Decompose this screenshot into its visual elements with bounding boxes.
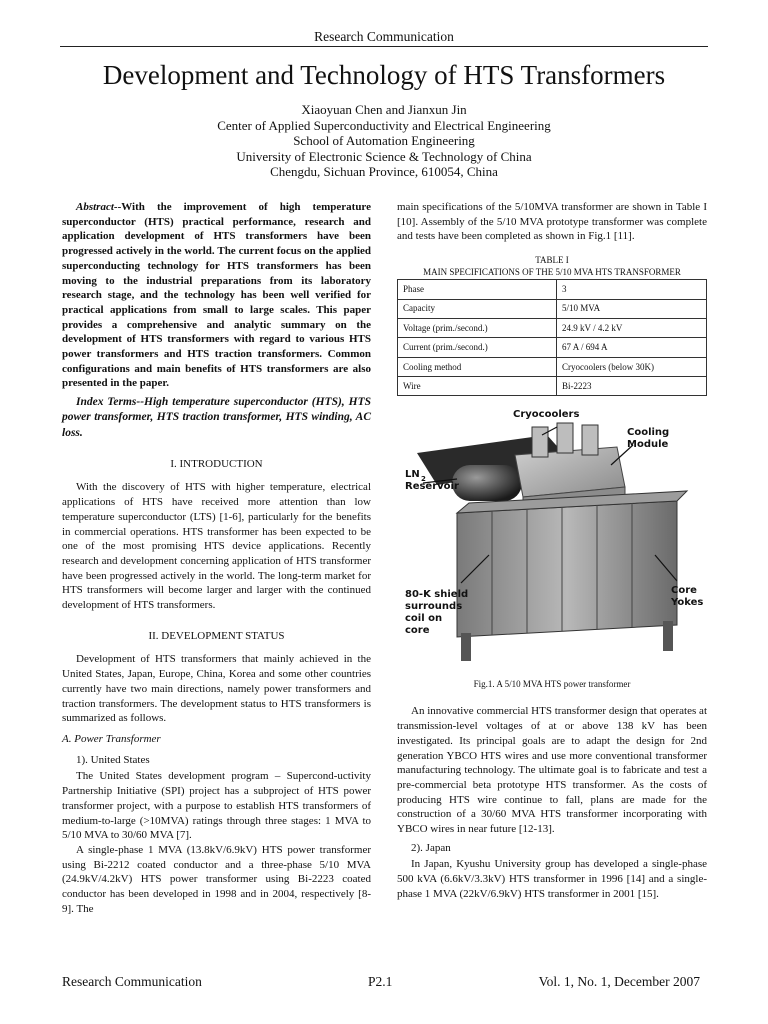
united-states-paragraph-1: The United States development program – Supercond-uctivity Partnership Initiative (SPI) project has a subproject of HTS power transformer project, with a purpose to establish HTS transformers of medium-to-large (>10MVA) ratings through three stages: 1 MVA to 5/10 MVA to 30/60 MVA [7]. bbox=[62, 770, 371, 842]
continued-paragraph: main specifications of the 5/10MVA transformer are shown in Table I [10]. Assembly of the 5/10 MVA prototype transformer was complete and tests have been completed as shown in Fig.1 [11]. bbox=[397, 201, 707, 243]
innovative-design-paragraph: An innovative commercial HTS transformer design that operates at transmission-level voltages of at or above 138 kV has been investigated. Its principal goals are to adapt the design for 2nd generation YBCO HTS wires and use more conventional transformer manufacturing technology. The ultimate goal is to fabricate and test a pre-commercial beta prototype HTS transformer. As the costs of producing HTS wire continue to fall, plans are made for the construction of a 30/60 MVA HTS transformer incorporating with YBCO wires in near future [12-13]. bbox=[397, 705, 707, 836]
header-rule bbox=[60, 46, 708, 47]
tank-leg-right bbox=[663, 621, 673, 651]
label-cooling: Cooling bbox=[627, 427, 670, 439]
table-cell-value: 3 bbox=[557, 280, 707, 299]
cryocooler-2 bbox=[557, 423, 573, 453]
ln2-reservoir-shape bbox=[452, 465, 522, 501]
author-affiliation-university: University of Electronic Science & Technology of China bbox=[236, 148, 532, 164]
transformer-tank bbox=[457, 501, 677, 637]
japan-paragraph: In Japan, Kyushu University group has developed a single-phase 500 kVA (6.6kV/3.3kV) HTS transformer in 1996 [14] and a single-phase 1 MVA (22kV/6.9kV) HTS transformer in 2001 [15]. bbox=[397, 858, 707, 900]
subsubsection-heading-united-states: 1). United States bbox=[76, 753, 150, 766]
abstract-text: --With the improvement of high temperature superconductor (HTS) practical performance, research and application development of HTS transformers have been progressed actively in the world. The current focus on the applied superconducting technology for HTS transformers has been moving to the industrial preparations from its laboratory research stage, and the technology has been well verified for practical applications from small to large scales. This paper provides a comprehensive and analytic summary on the development of HTS transformers with regard to various HTS power transformers and HTS traction transformers. Common configurations and main benefits of HTS transformers are also presented in the paper. bbox=[62, 201, 371, 390]
table-cell-value: Bi-2223 bbox=[557, 377, 707, 396]
table-row bbox=[398, 338, 707, 357]
specifications-table bbox=[397, 279, 707, 396]
subsection-heading-power-transformer: A. Power Transformer bbox=[62, 733, 161, 745]
figure-caption: Fig.1. A 5/10 MVA HTS power transformer bbox=[473, 679, 631, 690]
label-shield-line1: 80-K shield bbox=[405, 589, 469, 601]
table-row bbox=[398, 299, 707, 318]
table-cell-parameter: Voltage (prim./second.) bbox=[398, 318, 557, 337]
author-address: Chengdu, Sichuan Province, 610054, China bbox=[270, 164, 498, 180]
table-cell-value: 67 A / 694 A bbox=[557, 338, 707, 357]
transformer-illustration bbox=[397, 405, 707, 673]
author-affiliation-school: School of Automation Engineering bbox=[293, 133, 475, 149]
section-heading-development-status: II. DEVELOPMENT STATUS bbox=[148, 629, 285, 642]
cryocooler-3 bbox=[582, 425, 598, 455]
left-column bbox=[62, 200, 371, 916]
label-ln2-subscript: 2 bbox=[421, 475, 426, 484]
paper-title: Development and Technology of HTS Transformers bbox=[102, 60, 666, 90]
table-row bbox=[398, 357, 707, 376]
label-shield-line4: core bbox=[405, 625, 430, 637]
table-caption bbox=[397, 254, 707, 278]
label-shield-line2: surrounds bbox=[405, 601, 463, 613]
label-shield-line3: coil on bbox=[405, 613, 443, 625]
label-module: Module bbox=[627, 439, 669, 451]
table-cell-value: Cryocoolers (below 30K) bbox=[557, 357, 707, 376]
label-ln2: LN bbox=[405, 469, 420, 481]
cryocooler-1 bbox=[532, 427, 548, 457]
page-footer bbox=[62, 974, 708, 992]
footer-page-number: P2.1 bbox=[368, 974, 393, 989]
label-reservoir: Reservoir bbox=[405, 481, 459, 493]
author-block bbox=[60, 102, 708, 180]
transformer-figure bbox=[397, 405, 707, 673]
subsubsection-heading-japan: 2). Japan bbox=[411, 841, 451, 854]
section-heading-introduction: I. INTRODUCTION bbox=[170, 457, 263, 470]
table-cell-parameter: Wire bbox=[398, 377, 557, 396]
table-row bbox=[398, 280, 707, 299]
table-title: MAIN SPECIFICATIONS OF THE 5/10 MVA HTS TRANSFORMER bbox=[423, 267, 681, 278]
table-number: TABLE I bbox=[535, 255, 569, 266]
label-cryocoolers: Cryocoolers bbox=[513, 409, 580, 421]
development-status-paragraph: Development of HTS transformers that mainly achieved in the United States, Japan, Europe, China, Korea and some other countries currently have two main directions, namely power transformers and traction transformers. The development status to HTS transformers is summarized as follows. bbox=[62, 653, 371, 725]
tank-leg-left bbox=[461, 633, 471, 661]
right-column bbox=[397, 200, 707, 902]
abstract-lead: Abstract bbox=[76, 201, 114, 213]
table-cell-value: 5/10 MVA bbox=[557, 299, 707, 318]
table-cell-parameter: Phase bbox=[398, 280, 557, 299]
running-header: Research Communication bbox=[314, 29, 454, 44]
label-yokes: Yokes bbox=[671, 597, 704, 609]
table-cell-parameter: Capacity bbox=[398, 299, 557, 318]
index-terms: Index Terms--High temperature superconductor (HTS), HTS power transformer, HTS traction transformer, HTS winding, AC loss. bbox=[62, 396, 371, 439]
footer-volume: Vol. 1, No. 1, December 2007 bbox=[538, 974, 700, 989]
table-row bbox=[398, 377, 707, 396]
introduction-paragraph: With the discovery of HTS with higher temperature, electrical applications of HTS have received more attention than low temperature superconductor (LTS) [1-6], particularly for the benefits in commercial operations. HTS transformer has been expected to be one of the most promising HTS device applications. Recently research and development concerning application of HTS transformer have been progressed actively in the world. The long-term market for HTS transformers will become larger and larger with the continued development of HTS transformers. bbox=[62, 481, 371, 612]
footer-journal: Research Communication bbox=[62, 974, 202, 989]
table-cell-value: 24.9 kV / 4.2 kV bbox=[557, 318, 707, 337]
table-cell-parameter: Cooling method bbox=[398, 357, 557, 376]
table-cell-parameter: Current (prim./second.) bbox=[398, 338, 557, 357]
table-row bbox=[398, 318, 707, 337]
abstract bbox=[62, 200, 371, 391]
united-states-paragraph-2: A single-phase 1 MVA (13.8kV/6.9kV) HTS power transformer using Bi-2212 coated conductor and a three-phase 5/10 MVA (24.9kV/4.2kV) HTS power transformer using Bi-2223 coated conductor has been developed in 1998 and in 2004, respectively [8-9]. The bbox=[62, 843, 371, 915]
author-names: Xiaoyuan Chen and Jianxun Jin bbox=[301, 102, 467, 117]
label-core: Core bbox=[671, 585, 697, 597]
author-affiliation-center: Center of Applied Superconductivity and Electrical Engineering bbox=[217, 117, 551, 133]
